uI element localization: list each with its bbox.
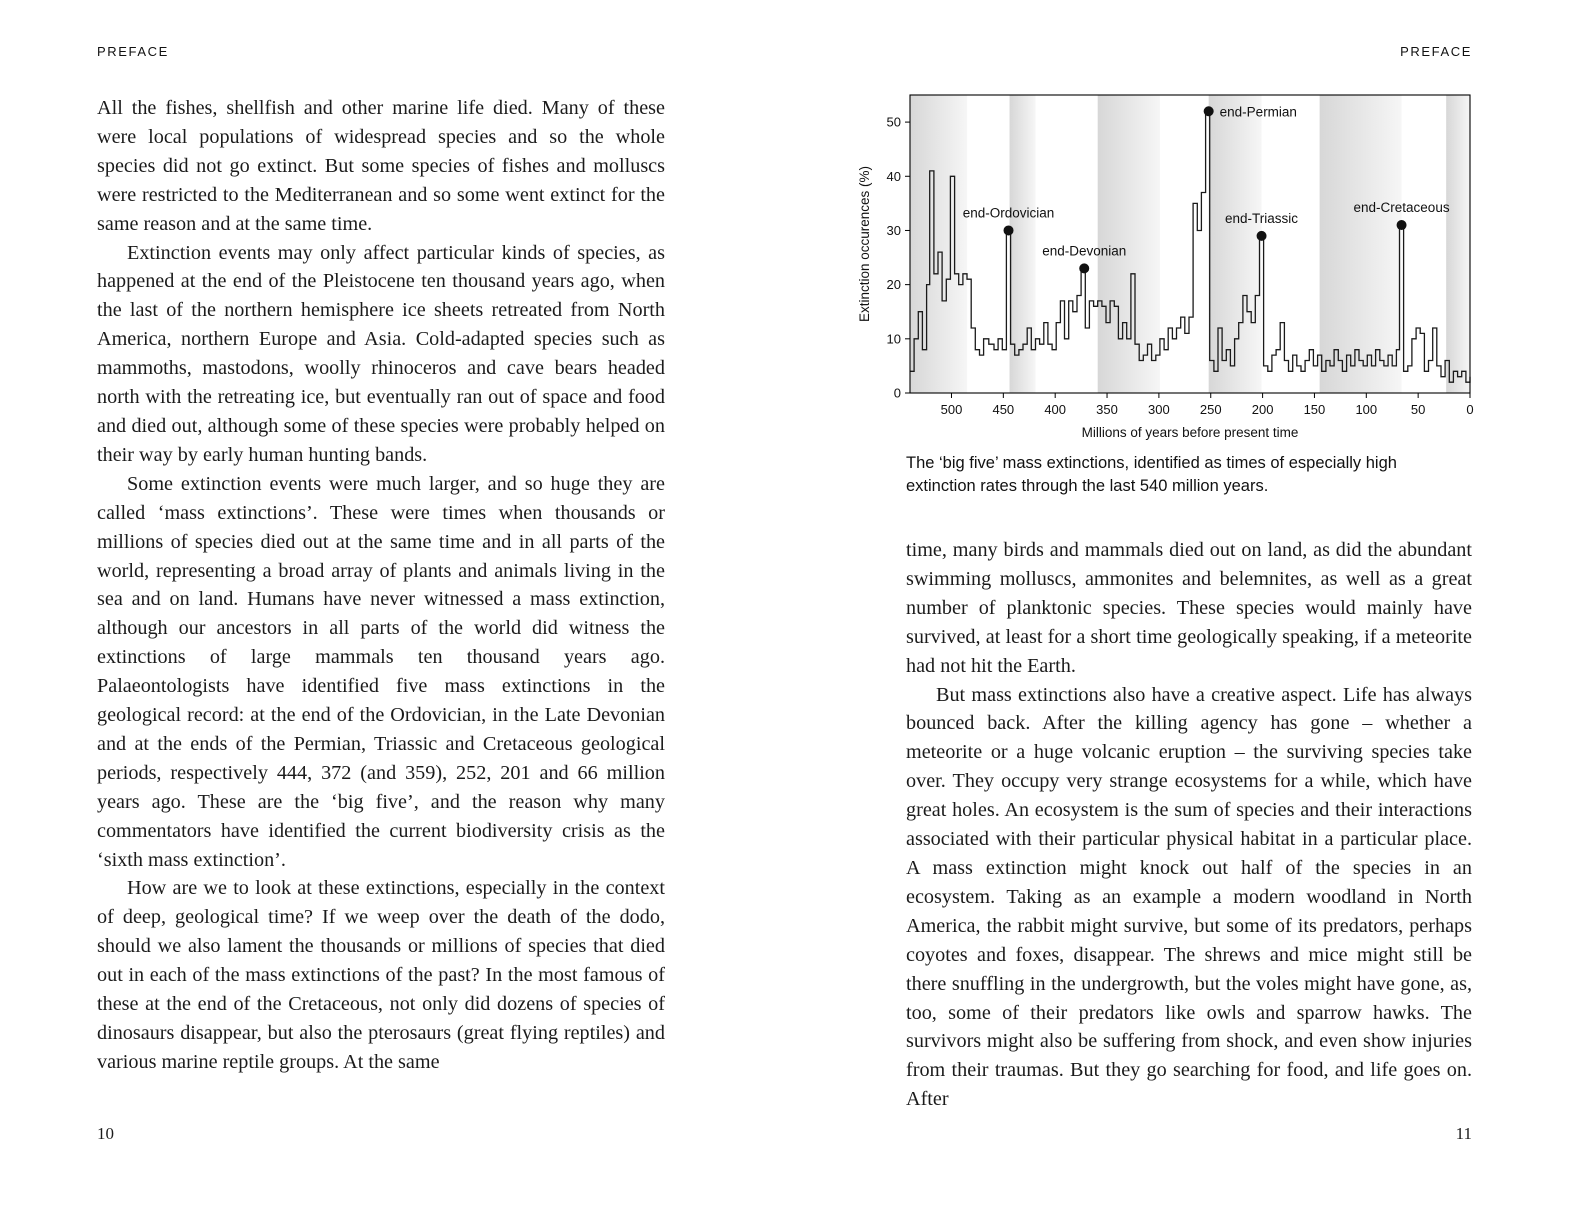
svg-text:150: 150 <box>1303 402 1326 417</box>
svg-text:50: 50 <box>1410 402 1426 417</box>
svg-text:20: 20 <box>886 277 901 293</box>
svg-text:end-Ordovician: end-Ordovician <box>962 205 1055 221</box>
svg-text:end-Cretaceous: end-Cretaceous <box>1353 200 1450 216</box>
paragraph: How are we to look at these extinctions, especially in the context of deep, geological time? If we weep over the death of the dodo, should we also lament the thousands or millions of species that died out in each of the mass extinctions of the past? In the most famous of these at the end of the Cretaceous, not only did dozens of species of dinosaurs disappear, but also the pterosaurs (great flying reptiles) and various marine reptile groups. At the same <box>97 877 665 1073</box>
svg-text:Extinction occurences (%): Extinction occurences (%) <box>857 165 872 323</box>
svg-text:10: 10 <box>886 331 901 347</box>
svg-text:end-Devonian: end-Devonian <box>1042 243 1127 259</box>
svg-text:300: 300 <box>1148 402 1170 417</box>
svg-text:end-Permian: end-Permian <box>1219 104 1297 120</box>
svg-text:350: 350 <box>1096 402 1118 417</box>
svg-text:0: 0 <box>1466 402 1474 417</box>
svg-text:500: 500 <box>940 402 963 417</box>
svg-text:Millions of years before prese: Millions of years before present time <box>1081 425 1299 440</box>
figure-caption: The ‘big five’ mass extinctions, identified as times of especially high extinction rates through the last 540 million years. <box>906 454 1397 495</box>
paragraph: Extinction events may only affect particular kinds of species, as happened at the end of the Pleistocene ten thousand years ago, when the last of the northern hemisphere ice sheets retreated from North America, northern Europe and Asia. Cold-adapted species such as mammoths, mastodons, woolly rhinoceros and cave bears headed north with the retreating ice, but eventually ran out of space and food and died out, although some of these species were probably helped on their way by early human hunting bands. <box>97 241 665 466</box>
paragraph: All the fishes, shellfish and other marine life died. Many of these were local populations of widespread species and so the whole species did not go extinct. But some species of fishes and molluscs were restricted to the Mediterranean and so some went extinct for the same reason and at the same time. <box>97 97 665 235</box>
svg-text:50: 50 <box>886 114 901 130</box>
paragraph: But mass extinctions also have a creative aspect. Life has always bounced back. After the killing agency has gone – whether a meteorite or a huge volcanic eruption – the surviving species take over. They occupy very strange ecosystems for a while, which have great holes. An ecosystem is the sum of species and their interactions associated with their particular physical habitat in a particular place. A mass extinction might knock out half of the species in an ecosystem. Taking as an example a modern woodland in North America, the rabbit might survive, but some of its predators, perhaps coyotes and foxes, disappear. The shrews and mice might still be there snuffling in the undergrowth, but the voles might have gone, as, too, some of their predators like owls and sparrow hawks. The survivors might also be suffering from shock, and even show injuries from their traumas. But they go searching for food, and life goes on. After <box>906 683 1472 1111</box>
svg-text:450: 450 <box>992 402 1015 417</box>
extinction-chart-svg <box>855 85 1480 450</box>
page-number-left: 10 <box>97 1124 114 1143</box>
running-head-left: PREFACE <box>97 44 169 59</box>
svg-text:30: 30 <box>886 222 901 238</box>
svg-text:100: 100 <box>1355 402 1378 417</box>
left-page-text-column <box>97 94 665 1077</box>
page-number-right: 11 <box>1455 1124 1472 1143</box>
paragraph: time, many birds and mammals died out on land, as did the abundant swimming molluscs, ammonites and belemnites, as well as a great number of planktonic species. These species would mainly have survived, at least for a short time geologically speaking, if a meteorite had not hit the Earth. <box>906 539 1472 677</box>
svg-text:250: 250 <box>1199 402 1222 417</box>
running-head-right: PREFACE <box>1400 44 1472 59</box>
svg-text:40: 40 <box>886 168 901 184</box>
paragraph: Some extinction events were much larger, and so huge they are called ‘mass extinctions’. These were times when thousands or millions of species died out at the same time and in all parts of the world, representing a broad array of plants and animals living in the sea and on land. Humans have never witnessed a mass extinction, although our ancestors in all parts of the world did witness the extinctions of large mammals ten thousand years ago. Palaeontologists have identified five mass extinctions in the geological record: at the end of the Ordovician, in the Late Devonian and at the ends of the Permian, Triassic and Cretaceous geological periods, respectively 444, 372 (and 359), 252, 201 and 66 million years ago. These are the ‘big five’, and the reason why many commentators have identified the current biodiversity crisis as the ‘sixth mass extinction’. <box>97 472 665 871</box>
svg-text:200: 200 <box>1251 402 1274 417</box>
svg-text:end-Triassic: end-Triassic <box>1225 210 1299 226</box>
extinction-chart-figure <box>855 85 1480 450</box>
svg-text:400: 400 <box>1044 402 1067 417</box>
right-page-text-column <box>906 536 1472 1114</box>
svg-text:0: 0 <box>893 385 901 401</box>
